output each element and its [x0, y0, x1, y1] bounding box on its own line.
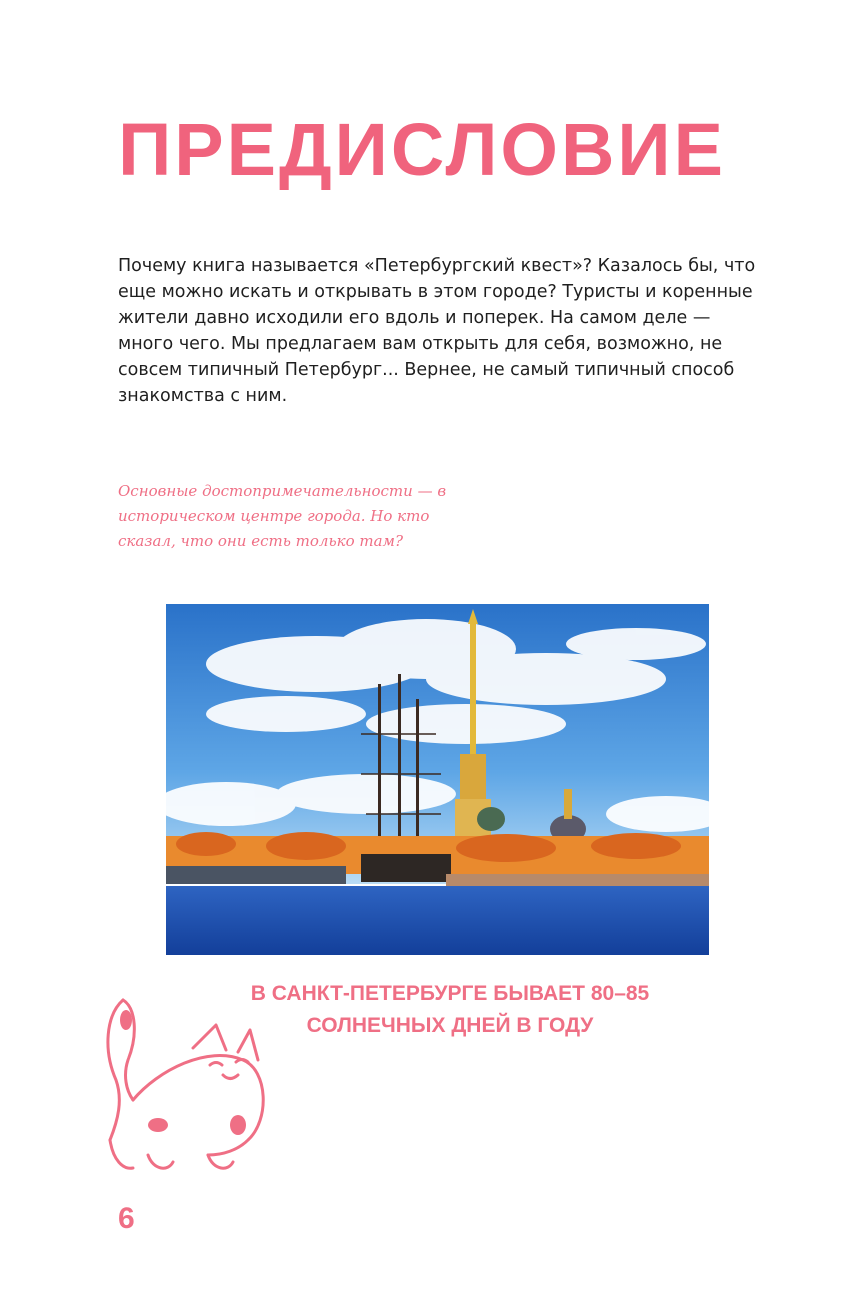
cat-illustration [98, 990, 278, 1180]
page-number: 6 [118, 1202, 135, 1235]
caption-line-2: СОЛНЕЧНЫХ ДНЕЙ В ГОДУ [306, 1014, 594, 1037]
river [166, 886, 709, 955]
caption-line-1: В САНКТ-ПЕТЕРБУРГЕ БЫВАЕТ 80–85 [250, 982, 650, 1005]
spire [470, 624, 476, 774]
peter-and-paul-fortress-photo [166, 604, 709, 955]
ship-hull [361, 854, 451, 882]
page-title: ПРЕДИСЛОВИЕ [118, 108, 726, 191]
bridge [166, 866, 346, 884]
side-note: Основные достопримечательности — в историческом центре города. Но кто сказал, что они есть только там? [118, 482, 447, 550]
embankment [446, 874, 709, 886]
intro-paragraph: Почему книга называется «Петербургский квест»? Казалось бы, что еще можно искать и открывать в этом городе? Туристы и коренные жители давно исходили его вдоль и поперек. На самом деле — много чего. Мы предлагаем вам открыть для себя, возможно, не совсем типичный Петербург... Вернее, не самый типичный способ знакомства с ним. [118, 256, 756, 406]
